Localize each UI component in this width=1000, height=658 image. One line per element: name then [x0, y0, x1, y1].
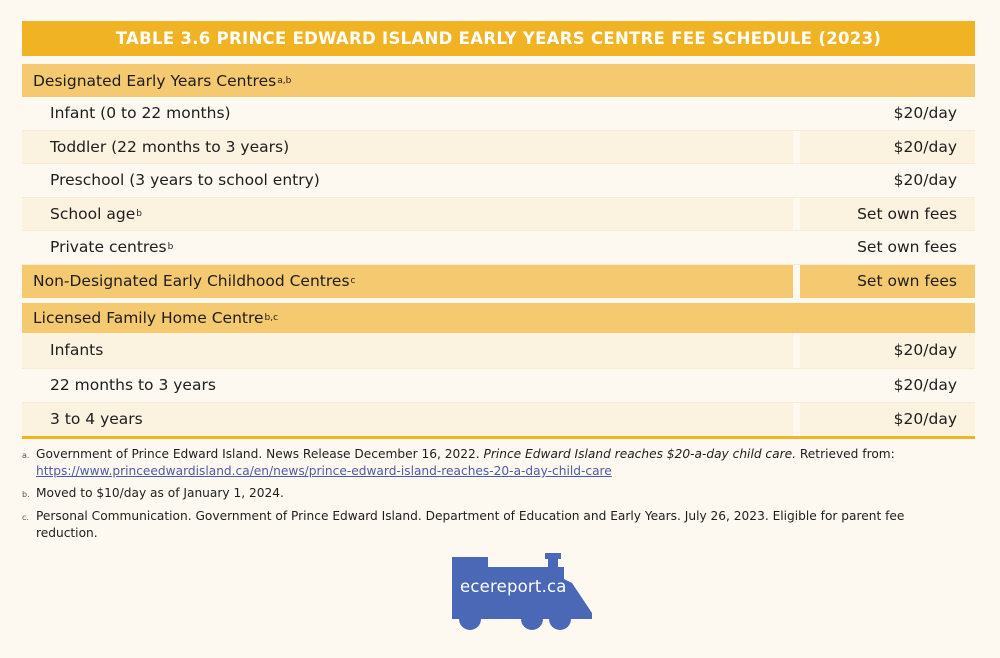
footnotes — [22, 446, 952, 547]
footnote-ref: a,b — [277, 75, 292, 86]
footnote-mark: c. — [22, 513, 29, 522]
table-title: TABLE 3.6 PRINCE EDWARD ISLAND EARLY YEARS CENTRE FEE SCHEDULE (2023) — [22, 21, 975, 56]
footnote-text: Moved to $10/day as of January 1, 2024. — [36, 486, 284, 500]
row-label — [22, 97, 793, 130]
section-value: Set own fees — [800, 265, 975, 298]
section-label — [22, 64, 975, 97]
table-row — [22, 97, 975, 131]
table-row — [22, 131, 975, 165]
row-value: $20/day — [800, 369, 975, 402]
footnote-ref: b — [136, 208, 142, 219]
footnote-text-part: Retrieved from: — [796, 447, 895, 461]
footnote-ref: b,c — [264, 312, 279, 323]
row-label — [22, 231, 793, 264]
footnote-mark: a. — [22, 451, 30, 460]
row-label-text: Private centres — [50, 238, 167, 257]
row-label-text: Preschool (3 years to school entry) — [50, 171, 320, 190]
row-label — [22, 333, 793, 368]
footnote-ref: c — [350, 276, 356, 286]
row-value: $20/day — [800, 97, 975, 130]
row-value: $20/day — [800, 164, 975, 197]
section-label-text: Licensed Family Home Centre — [33, 308, 264, 327]
section-label — [22, 303, 975, 333]
row-label-text: Toddler (22 months to 3 years) — [50, 137, 290, 156]
section-label — [22, 265, 793, 298]
section-row-non-designated — [22, 265, 975, 298]
row-label-text: 3 to 4 years — [50, 410, 143, 428]
row-label — [22, 403, 793, 436]
row-label — [22, 164, 793, 197]
row-label — [22, 369, 793, 402]
row-label-text: Infants — [50, 341, 104, 359]
row-value: Set own fees — [800, 198, 975, 231]
section-row-licensed-family-home — [22, 303, 975, 333]
row-value: $20/day — [800, 333, 975, 368]
table-row — [22, 198, 975, 232]
logo-text: ecereport.ca — [460, 577, 567, 596]
row-label-text: School age — [50, 204, 136, 223]
fee-schedule-table — [22, 64, 975, 437]
footnote-c — [22, 508, 952, 542]
source-link[interactable]: https://www.princeedwardisland.ca/en/news/prince-edward-island-reaches-20-a-day-child-care — [36, 464, 612, 478]
row-value: $20/day — [800, 403, 975, 436]
row-label-text: Infant (0 to 22 months) — [50, 104, 231, 123]
section-label-text: Designated Early Years Centres — [33, 71, 277, 90]
row-value: Set own fees — [800, 231, 975, 264]
table-row — [22, 231, 975, 265]
footnote-mark: b. — [22, 490, 30, 499]
row-label — [22, 131, 793, 164]
table-row — [22, 333, 975, 369]
row-label-text: 22 months to 3 years — [50, 376, 216, 394]
row-value: $20/day — [800, 131, 975, 164]
section-row-designated — [22, 64, 975, 97]
section-label-text: Non-Designated Early Childhood Centres — [33, 272, 350, 290]
table-row — [22, 369, 975, 403]
footnote-text-part: Government of Prince Edward Island. News Release December 16, 2022. — [36, 447, 484, 461]
footnote-ref: b — [167, 242, 174, 253]
row-label — [22, 198, 793, 231]
footnote-b — [22, 485, 952, 503]
ecereport-logo[interactable] — [452, 553, 592, 633]
footnote-text: Personal Communication. Government of Prince Edward Island. Department of Education and Early Years. July 26, 2023. Eligible for parent fee reduction. — [36, 509, 905, 540]
footnote-a — [22, 446, 952, 480]
footnote-title: Prince Edward Island reaches $20-a-day child care. — [483, 447, 796, 461]
footnote-text — [36, 446, 952, 480]
table-row — [22, 164, 975, 198]
table-row — [22, 403, 975, 437]
table-bottom-rule — [22, 436, 975, 439]
